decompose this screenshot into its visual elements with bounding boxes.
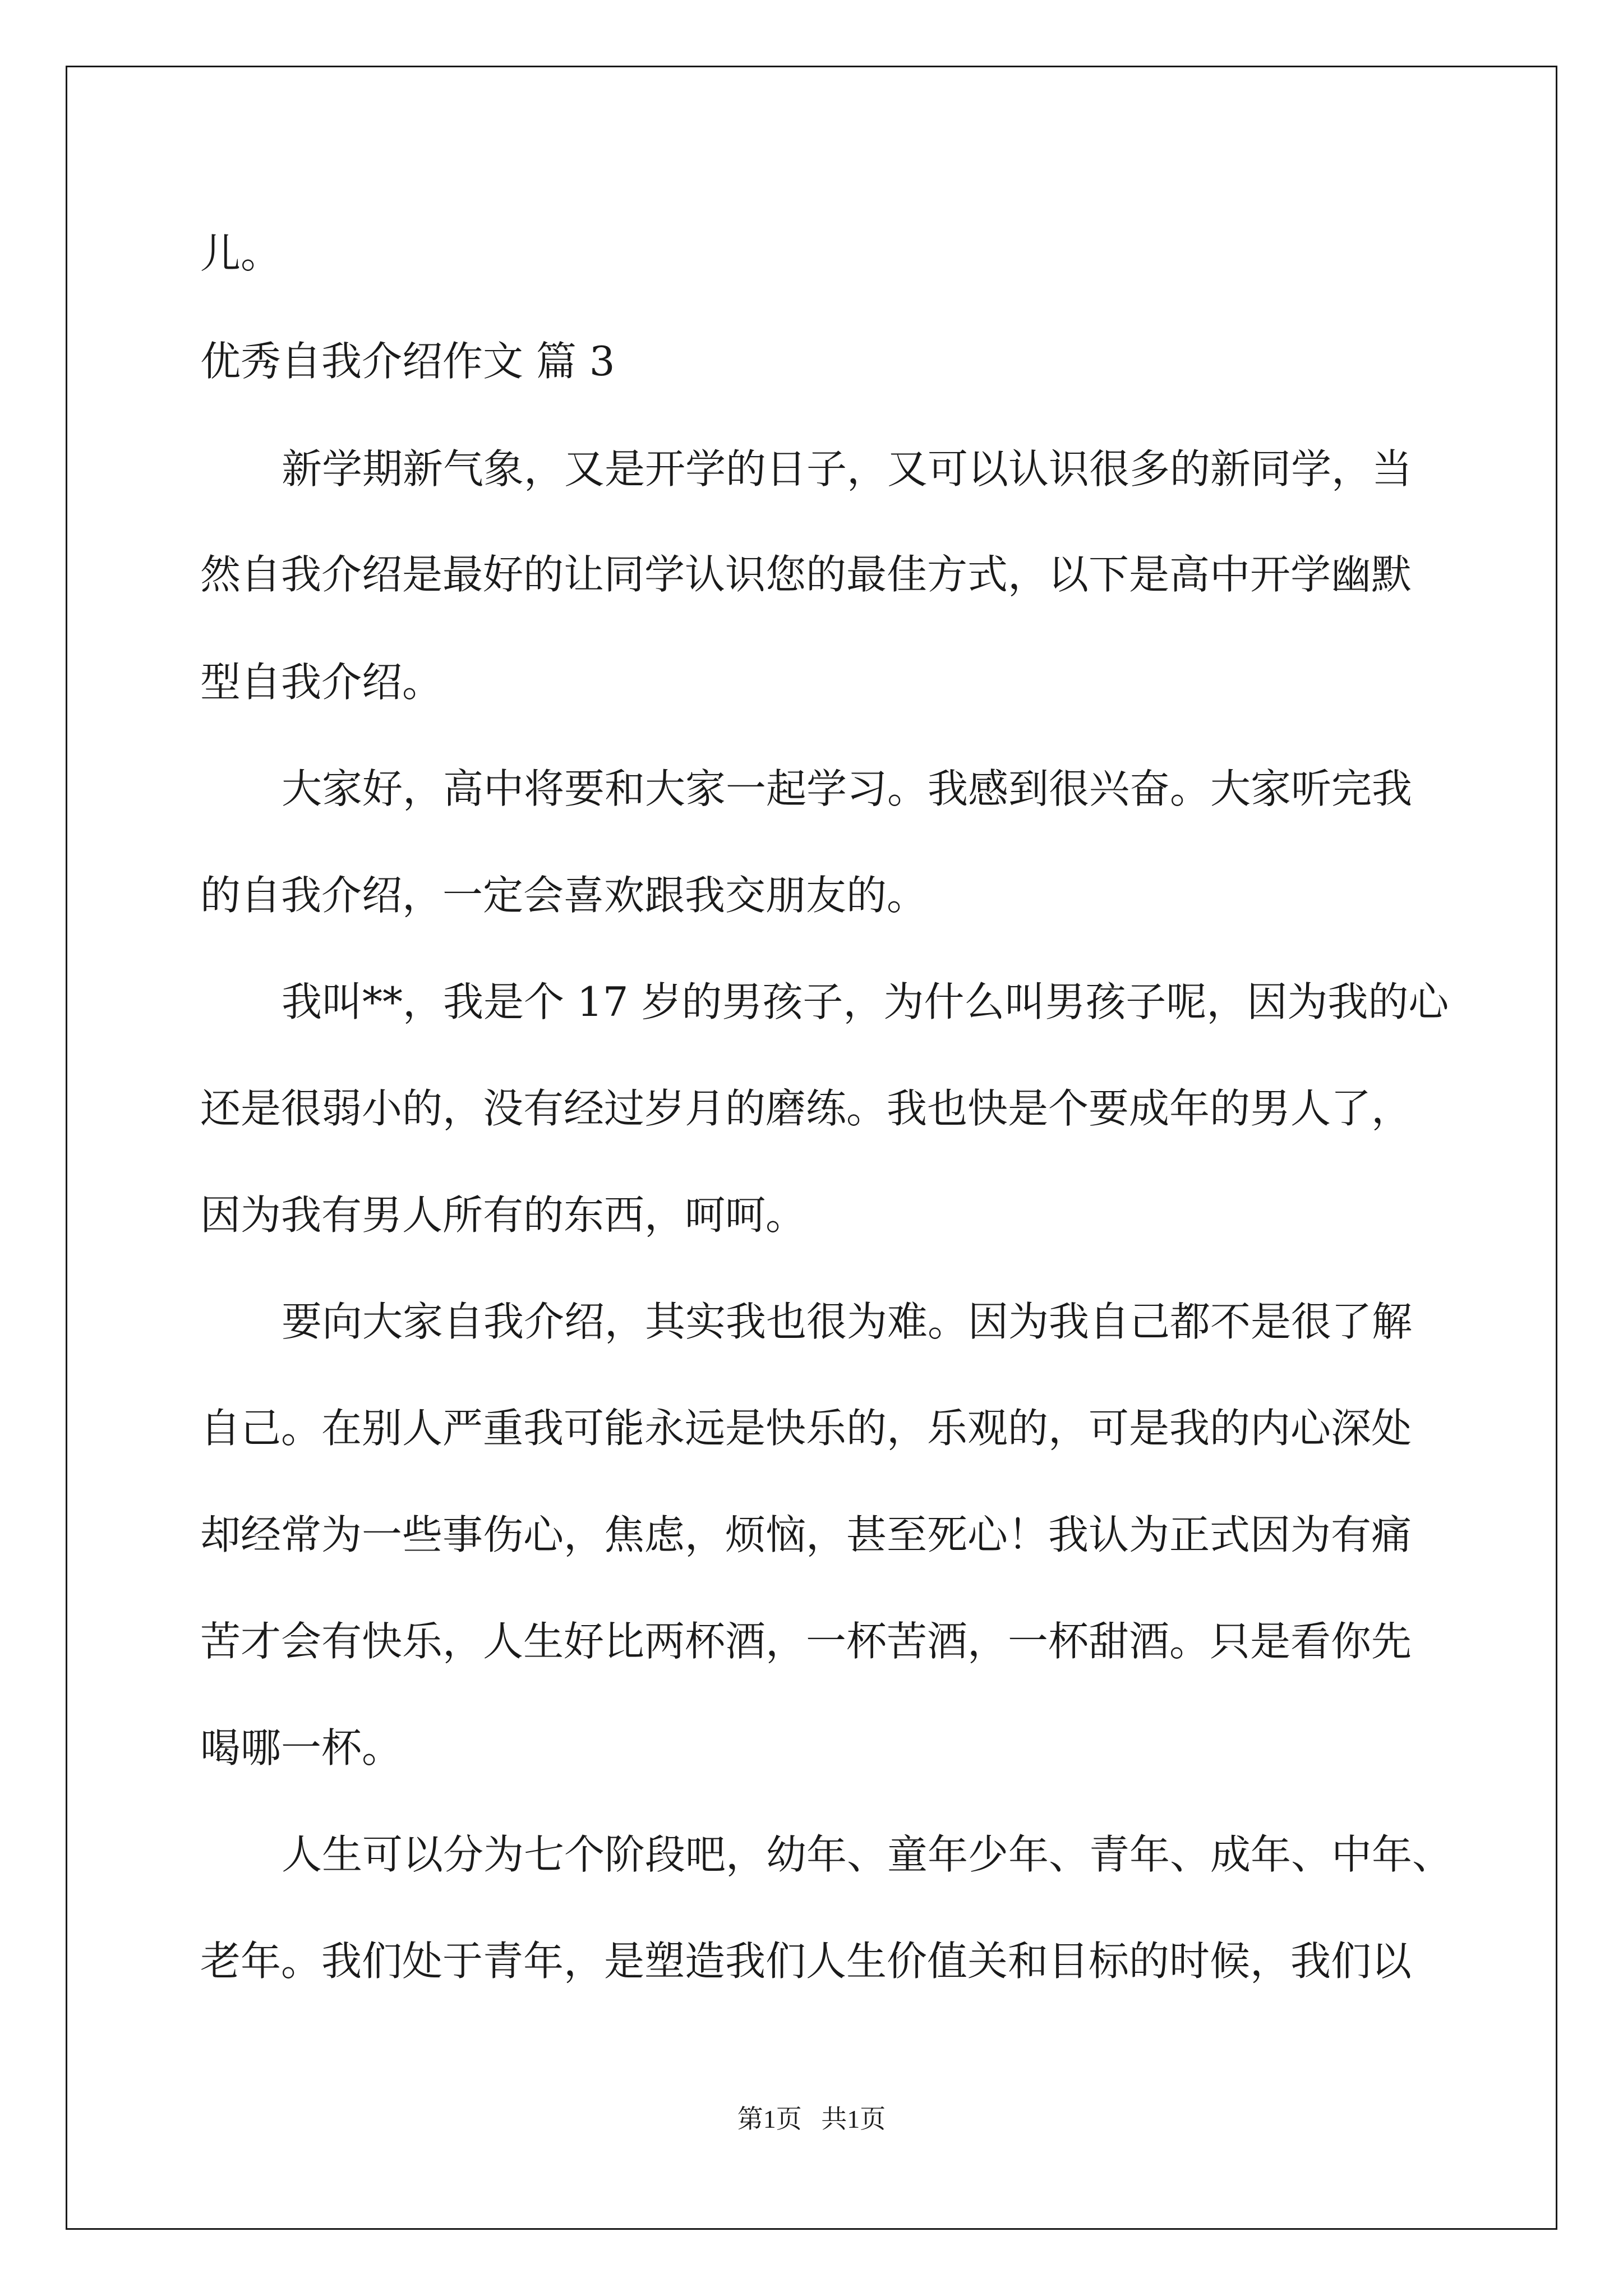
page-footer: 第1页 共1页 bbox=[737, 2105, 886, 2133]
paragraph-line: 因为我有男人所有的东西，呵呵。 bbox=[200, 1191, 806, 1239]
paragraph-line: 却经常为一些事伤心，焦虑，烦恼，甚至死心！我认为正式因为有痛 bbox=[200, 1511, 1412, 1558]
paragraph-line: 喝哪一杯。 bbox=[200, 1724, 403, 1772]
paragraph-line: 还是很弱小的，没有经过岁月的磨练。我也快是个要成年的男人了， bbox=[200, 1085, 1412, 1132]
paragraph-line: 老年。我们处于青年，是塑造我们人生价值关和目标的时候，我们以 bbox=[200, 1938, 1412, 1985]
paragraph-line: 新学期新气象，又是开学的日子，又可以认识很多的新同学，当 bbox=[282, 445, 1413, 493]
paragraph-line: 要向大家自我介绍，其实我也很为难。因为我自己都不是很了解 bbox=[282, 1298, 1413, 1345]
paragraph-line: 自己。在别人严重我可能永远是快乐的，乐观的，可是我的内心深处 bbox=[200, 1405, 1412, 1452]
paragraph-line: 我叫**，我是个 17 岁的男孩子，为什么叫男孩子呢，因为我的心 bbox=[282, 978, 1449, 1025]
paragraph-line: 儿。 bbox=[200, 230, 282, 277]
section-heading: 优秀自我介绍作文 篇 3 bbox=[200, 338, 615, 385]
paragraph-line: 型自我介绍。 bbox=[200, 659, 443, 706]
paragraph-line: 的自我介绍，一定会喜欢跟我交朋友的。 bbox=[200, 872, 928, 919]
paragraph-line: 然自我介绍是最好的让同学认识您的最佳方式，以下是高中开学幽默 bbox=[200, 551, 1412, 598]
paragraph-line: 大家好，高中将要和大家一起学习。我感到很兴奋。大家听完我 bbox=[282, 765, 1413, 812]
page-border bbox=[66, 66, 1557, 2230]
paragraph-line: 苦才会有快乐，人生好比两杯酒，一杯苦酒，一杯甜酒。只是看你先 bbox=[200, 1618, 1412, 1665]
paragraph-line: 人生可以分为七个阶段吧，幼年、童年少年、青年、成年、中年、 bbox=[282, 1831, 1453, 1878]
